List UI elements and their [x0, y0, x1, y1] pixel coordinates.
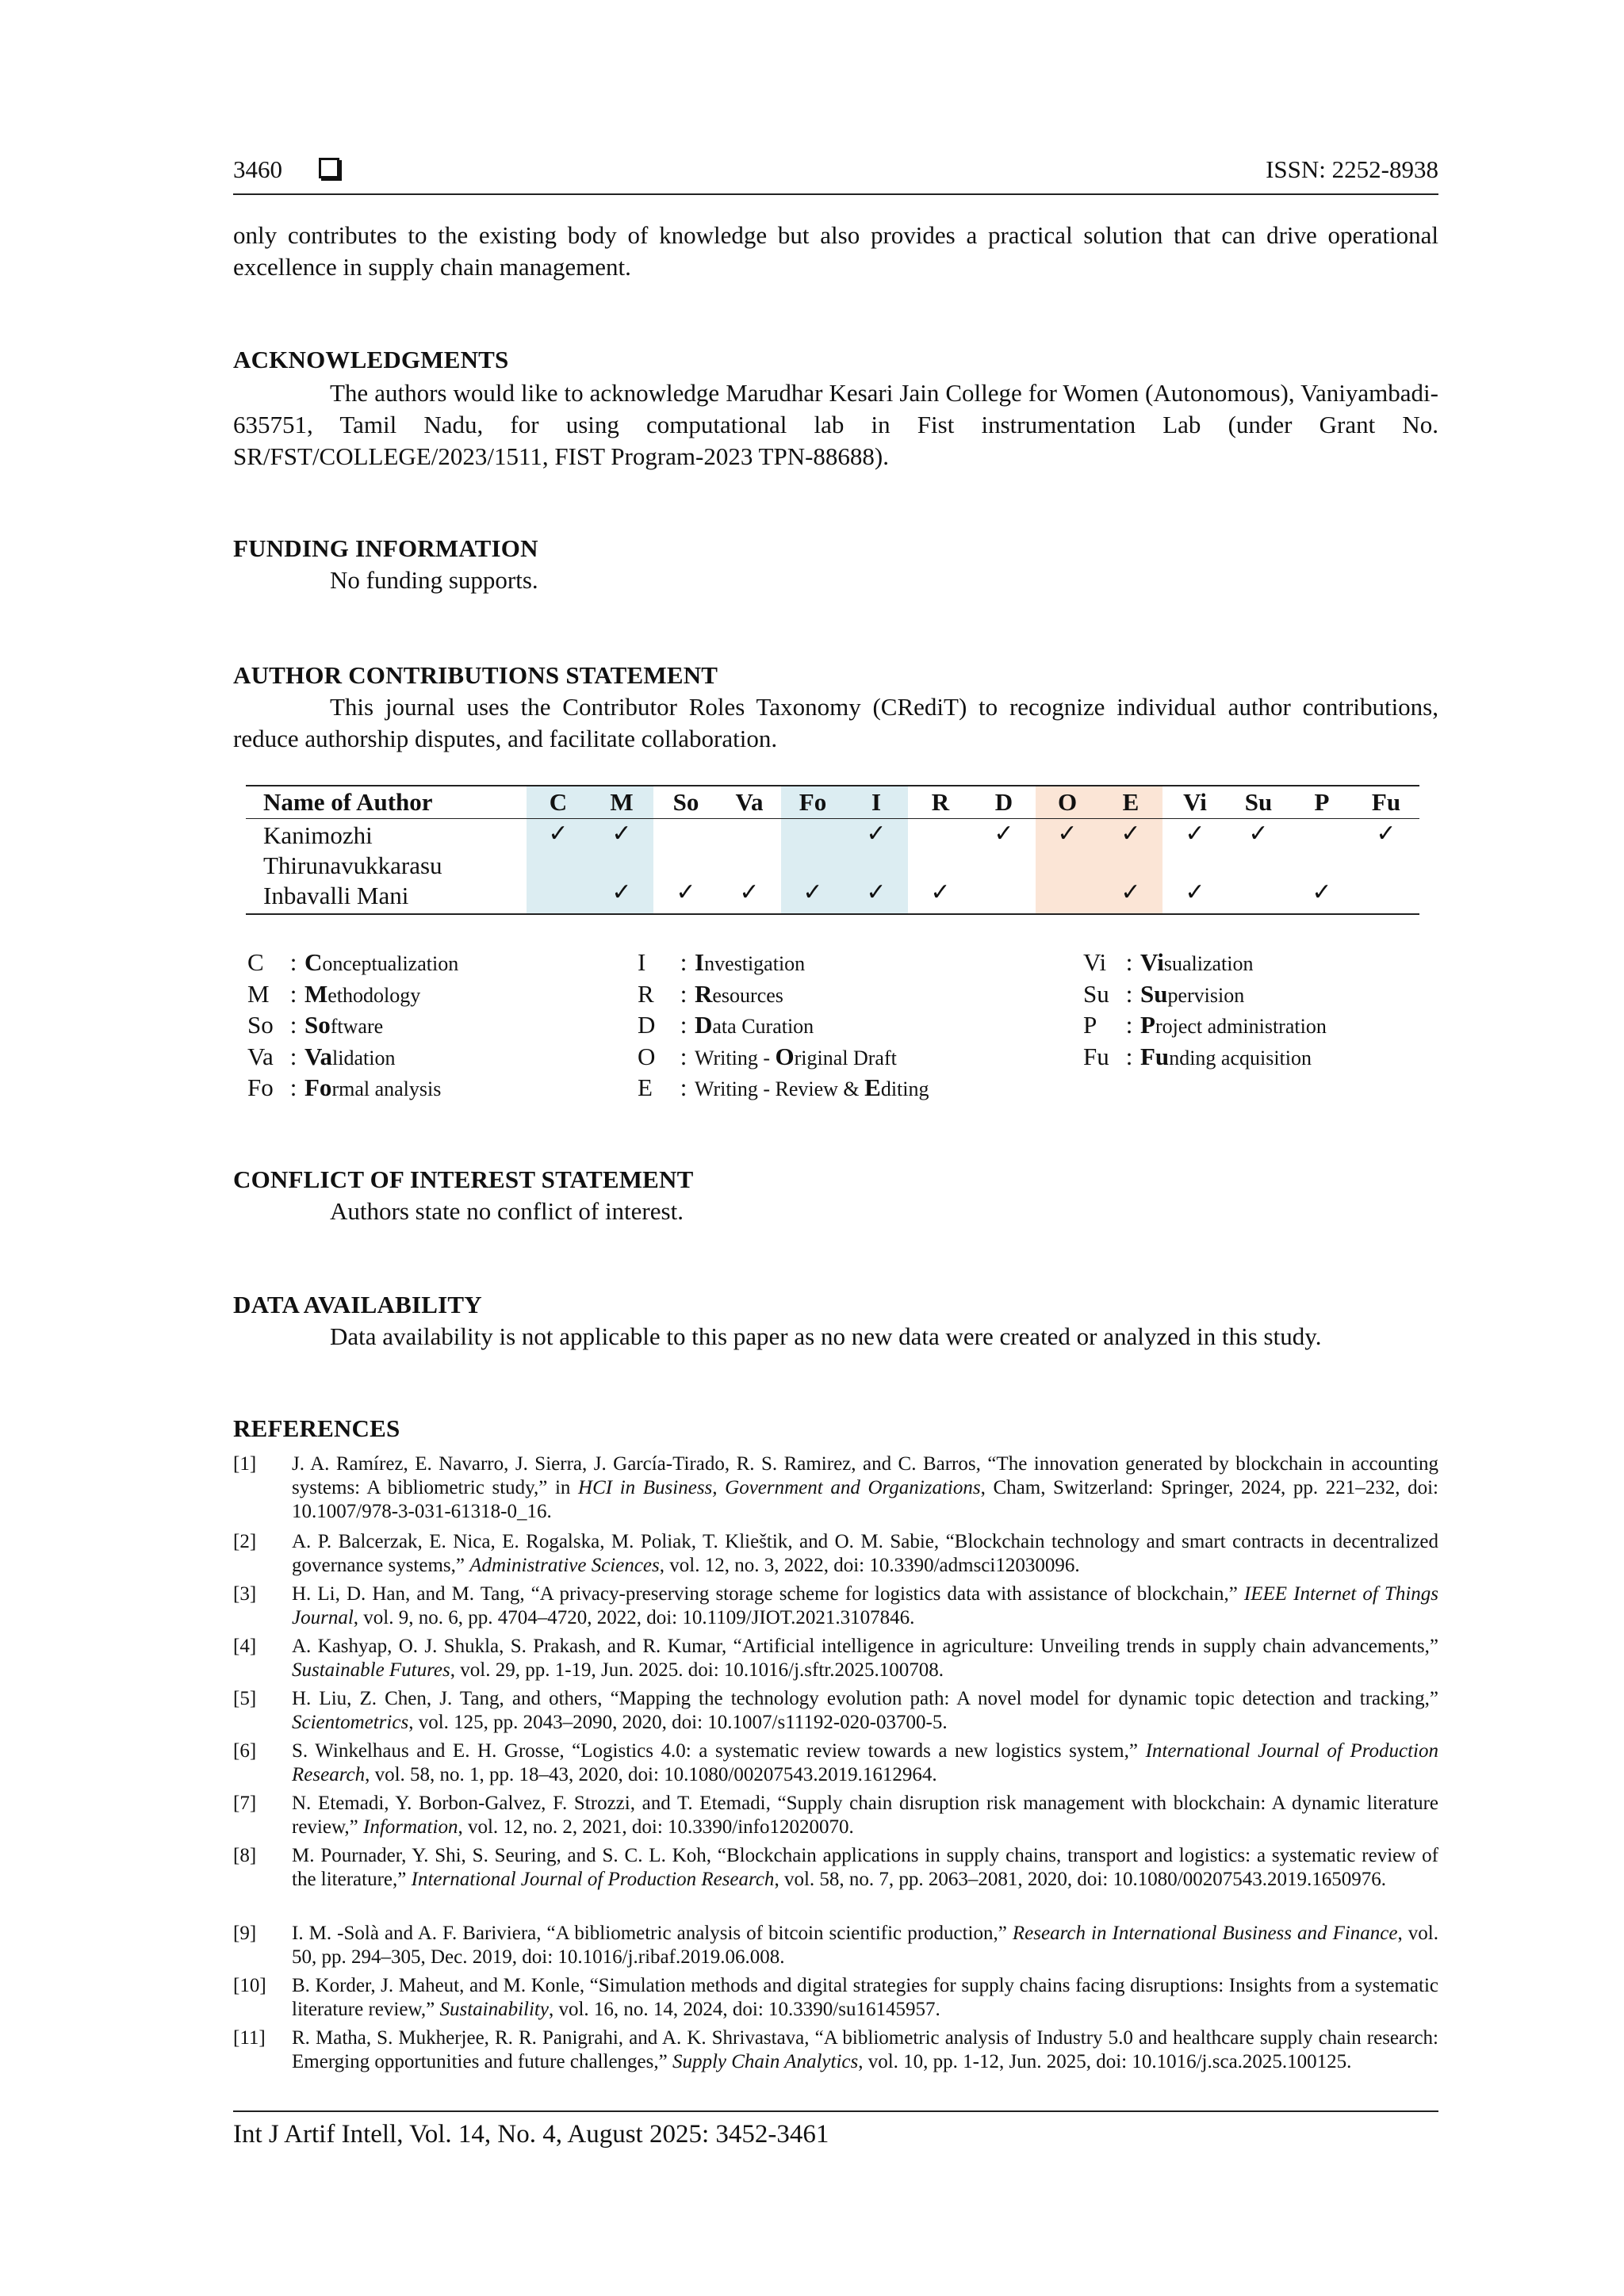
reference-text — [292, 1452, 1438, 1524]
reference-venue: Research in International Business and Finance — [1012, 1923, 1398, 1944]
author-contributions-heading: AUTHOR CONTRIBUTIONS STATEMENT — [233, 661, 718, 689]
reference-number: [8] — [233, 1845, 257, 1866]
funding-heading: FUNDING INFORMATION — [233, 534, 538, 562]
legend-initial: Fu — [1140, 1042, 1170, 1070]
legend-abbreviation: I — [638, 948, 646, 976]
legend-colon: : — [1125, 1042, 1133, 1070]
legend-item-Fo — [247, 1073, 441, 1105]
reference-segment: , vol. 58, no. 1, pp. 18–43, 2020, doi: 10.1080/00207543.2019.1612964. — [365, 1764, 937, 1785]
checkmark-icon: ✓ — [1120, 879, 1141, 905]
name-of-author-header: Name of Author — [263, 788, 433, 816]
issn-label: ISSN: 2252-8938 — [1266, 155, 1438, 183]
reference-number: [6] — [233, 1740, 257, 1762]
reference-segment: A. Kashyap, O. J. Shukla, S. Prakash, and R. Kumar, “Artificial intelligence in agriculture: Unveiling trends in supply chain advancements,” — [292, 1636, 1438, 1657]
legend-item-Vi — [1083, 948, 1254, 980]
legend-prefix: Writing - — [695, 1046, 776, 1070]
legend-colon: : — [680, 948, 688, 976]
reference-segment: H. Li, D. Han, and M. Tang, “A privacy-preserving storage scheme for logistics data with assistance of blockchain,” — [292, 1583, 1244, 1605]
reference-venue: Scientometrics — [292, 1712, 409, 1733]
legend-initial: C — [304, 948, 323, 976]
checkmark-icon: ✓ — [676, 879, 696, 905]
legend-initial: Vi — [1140, 948, 1164, 976]
checkmark-icon: ✓ — [1312, 879, 1332, 905]
reference-segment: R. Matha, S. Mukherjee, R. R. Panigrahi, and A. K. Shrivastava, “A bibliometric analysis of Industry 5.0 and healthcare supply chain research: Emerging opportunities and future challenges,” — [292, 2027, 1438, 2072]
contributions-table — [246, 785, 1419, 915]
column-header-Su: Su — [1244, 788, 1273, 816]
reference-segment: , vol. 125, pp. 2043–2090, 2020, doi: 10.1007/s11192-020-03700-5. — [408, 1712, 948, 1733]
legend-item-P — [1083, 1011, 1327, 1043]
checkmark-icon: ✓ — [739, 879, 760, 905]
conflict-text: Authors state no conflict of interest. — [330, 1197, 684, 1225]
legend-abbreviation: O — [638, 1042, 656, 1070]
reference-segment: , vol. 16, no. 14, 2024, doi: 10.3390/su16145957. — [548, 1999, 940, 2020]
reference-segment: B. Korder, J. Maheut, and M. Konle, “Simulation methods and digital strategies for supply chains facing disruptions: Insights from a systematic literature review,” — [292, 1975, 1438, 2020]
page-footer — [233, 2110, 1438, 2149]
legend-colon: : — [680, 979, 688, 1008]
reference-text — [292, 1530, 1438, 1578]
legend-abbreviation: Vi — [1083, 948, 1107, 976]
reference-number: [2] — [233, 1531, 257, 1552]
reference-segment: N. Etemadi, Y. Borbon-Galvez, F. Strozzi, and T. Etemadi, “Supply chain disruption risk management with blockchain: A dynamic literature review,” — [292, 1793, 1438, 1838]
checkmark-icon: ✓ — [994, 821, 1014, 847]
legend-role: nding acquisition — [1169, 1046, 1312, 1070]
legend-item-D — [638, 1011, 814, 1043]
legend-abbreviation: Va — [247, 1042, 274, 1070]
reference-venue: Sustainability — [439, 1999, 549, 2020]
reference-segment: , vol. 12, no. 3, 2022, doi: 10.3390/admsci12030096. — [659, 1555, 1080, 1576]
legend-abbreviation: D — [638, 1011, 656, 1039]
legend-item-So — [247, 1011, 383, 1043]
legend-initial: O — [775, 1042, 795, 1070]
legend-initial: P — [1140, 1011, 1155, 1039]
acknowledgments-heading: ACKNOWLEDGMENTS — [233, 346, 509, 373]
legend-role: ethodology — [327, 983, 421, 1007]
checkmark-icon: ✓ — [1248, 821, 1269, 847]
reference-segment: J. A. Ramírez, E. Navarro, J. Sierra, J. García-Tirado, R. S. Ramirez, and C. Barros, “The innovation generated by blockchain in accounting systems: A bibliometric study,” in — [292, 1453, 1438, 1498]
column-header-E: E — [1122, 788, 1139, 816]
reference-text — [292, 1792, 1438, 1839]
checkmark-icon: ✓ — [611, 821, 632, 847]
legend-colon: : — [289, 979, 297, 1008]
reference-number: [5] — [233, 1688, 257, 1709]
author-contributions-text: This journal uses the Contributor Roles Taxonomy (CRediT) to recognize individual author contributions, reduce authorship disputes, and facilitate collaboration. — [233, 693, 1438, 752]
column-header-D: D — [994, 788, 1013, 816]
reference-text — [292, 1974, 1438, 2022]
checkmark-icon: ✓ — [802, 879, 823, 905]
table-bottom-rule — [246, 913, 1419, 915]
legend-item-I — [638, 948, 805, 980]
funding-text: No funding supports. — [330, 566, 538, 594]
column-header-R: R — [931, 788, 950, 816]
legend-colon: : — [680, 1073, 688, 1101]
reference-text — [292, 1635, 1438, 1682]
column-header-C: C — [549, 788, 568, 816]
legend-role: pervision — [1167, 983, 1245, 1007]
legend-initial: So — [304, 1011, 331, 1039]
legend-initial: Va — [304, 1042, 333, 1070]
data-availability-heading: DATA AVAILABILITY — [233, 1291, 482, 1318]
data-availability-text: Data availability is not applicable to this paper as no new data were created or analyzed in this study. — [330, 1322, 1322, 1350]
checkmark-icon: ✓ — [1185, 821, 1205, 847]
column-header-Fo: Fo — [799, 788, 827, 816]
legend-initial: Fo — [304, 1073, 332, 1101]
legend-abbreviation: R — [638, 979, 654, 1008]
legend-colon: : — [289, 1011, 297, 1039]
header-left — [233, 155, 339, 184]
legend-item-Va — [247, 1043, 395, 1074]
journal-citation: Int J Artif Intell, Vol. 14, No. 4, August 2025: 3452-3461 — [233, 2120, 829, 2149]
square-bullet-icon — [319, 158, 339, 178]
legend-initial: M — [304, 979, 328, 1008]
checkmark-icon: ✓ — [1057, 821, 1078, 847]
legend-prefix: Writing - Review & — [695, 1077, 865, 1100]
checkmark-icon: ✓ — [548, 821, 569, 847]
legend-item-M — [247, 980, 420, 1012]
reference-venue: Administrative Sciences — [469, 1555, 660, 1576]
column-header-I: I — [871, 788, 882, 816]
references-heading: REFERENCES — [233, 1414, 400, 1442]
reference-number: [9] — [233, 1923, 257, 1944]
author-1-name-line1: Kanimozhi — [263, 821, 373, 849]
reference-venue: HCI in Business, Government and Organizations — [578, 1477, 981, 1498]
checkmark-icon: ✓ — [611, 879, 632, 905]
author-2-name: Inbavalli Mani — [263, 882, 409, 909]
legend-colon: : — [289, 1042, 297, 1070]
column-header-So: So — [672, 788, 699, 816]
reference-segment: A. P. Balcerzak, E. Nica, E. Rogalska, M. Poliak, T. Klieštik, and O. M. Sabie, “Blockchain technology and smart contracts in decentralized governance systems,” — [292, 1531, 1438, 1576]
reference-text — [292, 1687, 1438, 1735]
legend-abbreviation: M — [247, 979, 270, 1008]
legend-abbreviation: C — [247, 948, 264, 976]
reference-venue: Information — [363, 1816, 458, 1838]
legend-colon: : — [1125, 1011, 1133, 1039]
column-header-Fu: Fu — [1371, 788, 1401, 816]
legend-role: nvestigation — [704, 952, 806, 975]
reference-text — [292, 2026, 1438, 2074]
column-header-Va: Va — [735, 788, 764, 816]
acknowledgments-text: The authors would like to acknowledge Marudhar Kesari Jain College for Women (Autonomous), Vaniyambadi-635751, Tamil Nadu, for using computational lab in Fist instrumentation Lab (under Grant No. SR/FST/COLLEGE/2023/1511, FIST Program-2023 TPN-88688). — [233, 379, 1438, 470]
reference-text — [292, 1582, 1438, 1630]
legend-role: onceptualization — [322, 952, 459, 975]
reference-number: [3] — [233, 1583, 257, 1605]
reference-text — [292, 1844, 1438, 1892]
reference-segment: , vol. 58, no. 7, pp. 2063–2081, 2020, doi: 10.1080/00207543.2019.1650976. — [774, 1869, 1386, 1890]
reference-segment: , vol. 10, pp. 1-12, Jun. 2025, doi: 10.1016/j.sca.2025.100125. — [858, 2051, 1352, 2072]
legend-role: sualization — [1163, 952, 1254, 975]
checkmark-icon: ✓ — [1185, 879, 1205, 905]
reference-segment: S. Winkelhaus and E. H. Grosse, “Logistics 4.0: a systematic review towards a new logistics system,” — [292, 1740, 1146, 1762]
reference-venue: International Journal of Production Research — [411, 1869, 775, 1890]
legend-colon: : — [289, 948, 297, 976]
checkmark-icon: ✓ — [866, 821, 887, 847]
checkmark-icon: ✓ — [866, 879, 887, 905]
legend-item-C — [247, 948, 458, 980]
legend-colon: : — [680, 1011, 688, 1039]
reference-segment: I. M. -Solà and A. F. Bariviera, “A bibliometric analysis of bitcoin scientific production,” — [292, 1923, 1013, 1944]
table-header-rule — [246, 818, 1419, 819]
reference-venue: International Journal of Production Research — [292, 1740, 1438, 1785]
legend-abbreviation: Fu — [1083, 1042, 1109, 1070]
legend-abbreviation: So — [247, 1011, 274, 1039]
legend-initial: D — [695, 1011, 713, 1039]
legend-initial: I — [695, 948, 705, 976]
legend-colon: : — [1125, 979, 1133, 1008]
legend-item-E — [638, 1073, 929, 1105]
column-header-Vi: Vi — [1183, 788, 1207, 816]
legend-item-R — [638, 980, 783, 1012]
column-header-M: M — [610, 788, 634, 816]
reference-segment: , vol. 12, no. 2, 2021, doi: 10.3390/info12020070. — [458, 1816, 854, 1838]
legend-role: lidation — [332, 1046, 396, 1070]
checkmark-icon: ✓ — [930, 879, 951, 905]
legend-initial: E — [864, 1073, 881, 1101]
legend-colon: : — [680, 1042, 688, 1070]
legend-colon: : — [1125, 948, 1133, 976]
intro-paragraph: only contributes to the existing body of knowledge but also provides a practical solution that can drive operational excellence in supply chain management. — [233, 221, 1438, 281]
legend-abbreviation: E — [638, 1073, 653, 1101]
column-header-P: P — [1314, 788, 1330, 816]
reference-venue: IEEE Internet of Things Journal — [292, 1583, 1438, 1628]
page-header — [233, 155, 1438, 195]
reference-venue: Sustainable Futures — [292, 1659, 450, 1681]
legend-item-Su — [1083, 980, 1244, 1012]
reference-text — [292, 1739, 1438, 1787]
page-number: 3460 — [233, 155, 282, 183]
checkmark-icon: ✓ — [1120, 821, 1141, 847]
checkmark-icon: ✓ — [1376, 821, 1396, 847]
legend-role: roject administration — [1155, 1015, 1327, 1038]
table-top-rule — [246, 785, 1419, 786]
reference-segment: , vol. 9, no. 6, pp. 4704–4720, 2022, doi: 10.1109/JIOT.2021.3107846. — [353, 1607, 915, 1628]
legend-abbreviation: Su — [1083, 979, 1109, 1008]
reference-segment: , Cham, Switzerland: Springer, 2024, pp. 221–232, doi: 10.1007/978-3-031-61318-0_16. — [292, 1477, 1438, 1522]
legend-item-O — [638, 1043, 897, 1074]
reference-segment: , vol. 29, pp. 1-19, Jun. 2025. doi: 10.1016/j.sftr.2025.100708. — [450, 1659, 944, 1681]
reference-number: [4] — [233, 1636, 257, 1657]
legend-role: ata Curation — [712, 1015, 814, 1038]
legend-role: esources — [712, 983, 783, 1007]
legend-abbreviation: Fo — [247, 1073, 274, 1101]
legend-colon: : — [289, 1073, 297, 1101]
reference-segment: H. Liu, Z. Chen, J. Tang, and others, “Mapping the technology evolution path: A novel model for dynamic topic detection and tracking,” — [292, 1688, 1438, 1709]
reference-venue: Supply Chain Analytics — [672, 2051, 859, 2072]
reference-text — [292, 1922, 1438, 1969]
reference-number: [10] — [233, 1975, 266, 1996]
reference-number: [1] — [233, 1453, 257, 1475]
legend-item-Fu — [1083, 1043, 1312, 1074]
column-header-O: O — [1057, 788, 1078, 816]
legend-role: ftware — [330, 1015, 384, 1038]
reference-number: [7] — [233, 1793, 257, 1814]
conflict-heading: CONFLICT OF INTEREST STATEMENT — [233, 1165, 694, 1193]
legend-abbreviation: P — [1083, 1011, 1097, 1039]
author-1-name-line2: Thirunavukkarasu — [263, 851, 442, 879]
reference-segment: , vol. 50, pp. 294–305, Dec. 2019, doi: 10.1016/j.ribaf.2019.06.008. — [292, 1923, 1438, 1968]
legend-role: diting — [880, 1077, 929, 1100]
reference-number: [11] — [233, 2027, 266, 2049]
legend-role: rmal analysis — [331, 1077, 442, 1100]
legend-initial: Su — [1140, 979, 1168, 1008]
legend-role: riginal Draft — [794, 1046, 897, 1070]
reference-segment: M. Pournader, Y. Shi, S. Seuring, and S. C. L. Koh, “Blockchain applications in supply chains, transport and logistics: a systematic review of the literature,” — [292, 1845, 1438, 1890]
legend-initial: R — [695, 979, 713, 1008]
